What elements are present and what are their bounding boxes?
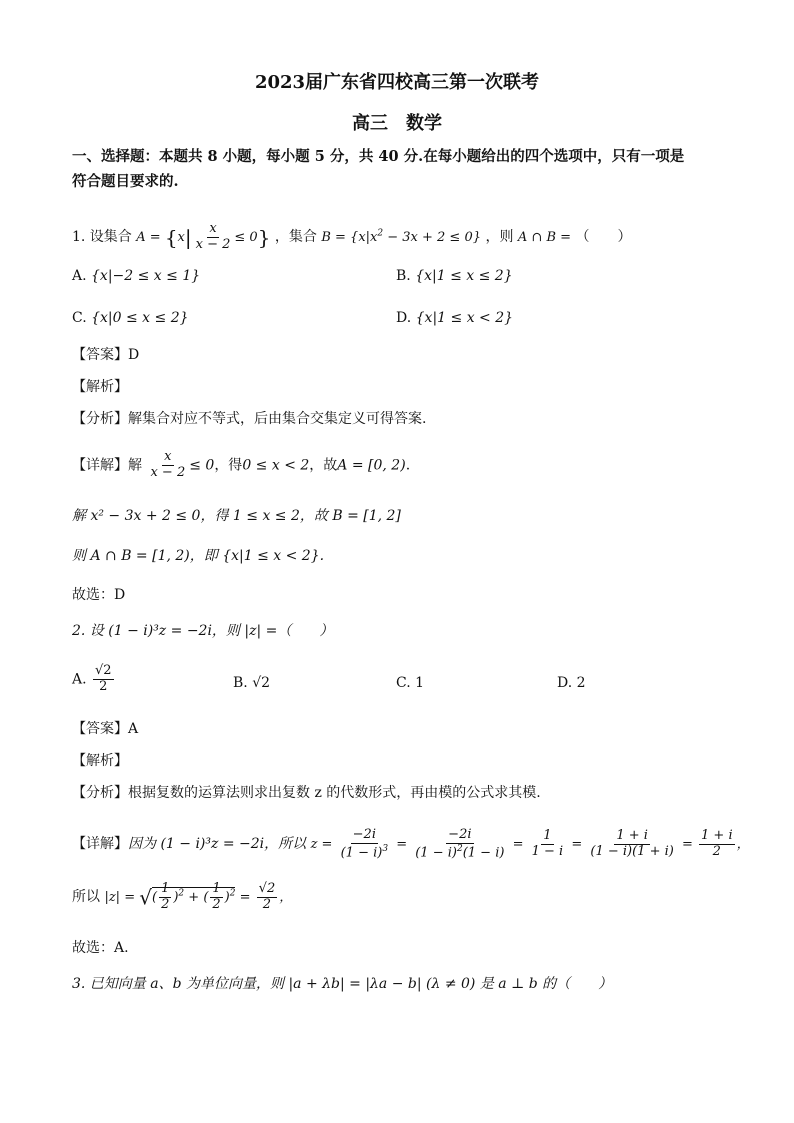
exam-title: 2023届广东省四校高三第一次联考: [254, 72, 540, 93]
q1-detail1-f: .: [405, 457, 411, 474]
q2-derivation: z = $\frac{-2i}{(1 - i)^3}$ = $\frac{-2i}{(1 - i)^2(1 - i)}$ = $\frac{1}{1 - i}$ = $\frac{1 + i}{(1 - i)(1 + i)}$ = $\frac{1 + i}{2}$ ，: [310, 827, 750, 861]
q2-fenxi: [72, 785, 541, 802]
q1-fenxi-text: 解集合对应不等式，后由集合交集定义可得答案.: [128, 411, 427, 427]
q2-answer-label: 【答案】: [72, 721, 128, 737]
q1-option-b-label: B.: [396, 268, 411, 284]
q1-option-a-label: A.: [72, 268, 87, 284]
q1-mid: ，集合: [274, 228, 317, 245]
q2-modulus: |z| = √( $\frac{1}{2}$ )$^2$ + ( $\frac{1}{2}$ )$^2$ = $\frac{√2}{2}$ ，: [104, 881, 293, 912]
q2-option-c-text: 1: [415, 675, 425, 691]
q2-option-b-label: B.: [233, 675, 248, 691]
q2-option-b[interactable]: [233, 675, 270, 691]
q1-fenxi-label: 【分析】: [72, 411, 128, 427]
q1-option-a-text: {x|−2 ≤ x ≤ 1}: [91, 268, 201, 284]
q1-option-b-text: {x|1 ≤ x ≤ 2}: [415, 268, 513, 284]
q2-answer: [72, 721, 138, 738]
q1-answer-value: D: [128, 347, 140, 363]
q1-option-d-text: {x|1 ≤ x < 2}: [415, 310, 514, 326]
q1-detail1-e: A = [0, 2): [337, 457, 406, 474]
q1-set-a: A = {x| $\frac{x}{x - 2}$ ≤ 0}: [136, 221, 271, 252]
q1-detail-1: 【详解】解 $\frac{x}{x - 2}$ ≤ 0，得0 ≤ x < 2，故A = [0, 2).: [72, 449, 411, 480]
q2-option-a-label: A.: [72, 671, 87, 688]
q1-option-a[interactable]: [72, 268, 200, 284]
q1-answer-label: 【答案】: [72, 347, 128, 363]
q2-option-c[interactable]: [396, 675, 424, 691]
q1-ask: A ∩ B =: [517, 229, 572, 245]
q1-option-d-label: D.: [396, 310, 412, 326]
section-heading-line2: 符合题目要求的.: [72, 173, 179, 190]
q1-detail-3: 则 A ∩ B = [1, 2)，即 {x|1 ≤ x < 2}.: [72, 548, 325, 564]
q1-detail1-b: ，得: [214, 457, 243, 474]
q2-option-d-text: 2: [576, 675, 586, 691]
q1-option-d[interactable]: [396, 310, 513, 326]
q3-stem: 3. 已知向量 a、b 为单位向量，则 |a + λb| = |λa − b| (λ ≠ 0) 是 a ⊥ b 的（ ）: [72, 976, 613, 992]
q2-fenxi-text: 根据复数的运算法则求出复数 z 的代数形式，再由模的公式求其模.: [128, 785, 541, 801]
q2-option-b-text: √2: [252, 675, 271, 691]
q2-stem: 2. 设 (1 − i)³z = −2i，则 |z| =（ ）: [72, 623, 334, 639]
q1-option-b[interactable]: [396, 268, 513, 284]
q1-jiexi: 【解析】: [72, 379, 128, 395]
q1-answer: [72, 347, 139, 364]
q1-set-b: $B = \{x|x^2 - 3x + 2 \le 0\}$: [321, 228, 481, 245]
q2-option-a-fraction: $\frac{√2}{2}$: [95, 663, 112, 694]
q1-detail1-d: ，故: [309, 457, 338, 474]
q1-option-c-label: C.: [72, 310, 87, 326]
q2-option-c-label: C.: [396, 675, 411, 691]
q2-option-d[interactable]: [557, 675, 586, 691]
q1-detail-fraction: $\frac{x}{x - 2}$: [150, 449, 186, 480]
q1-end: ，则: [485, 228, 514, 245]
q2-detail2-a: 所以: [72, 888, 100, 905]
q1-fenxi: [72, 411, 426, 428]
q1-paren: （ ）: [575, 228, 632, 245]
q1-prefix: 1. 设集合: [72, 228, 132, 245]
q1-detail-2: 解 x² − 3x + 2 ≤ 0，得 1 ≤ x ≤ 2，故 B = [1, 2]: [72, 508, 401, 524]
q1-xiangjie-label: 【详解】: [72, 457, 128, 474]
q1-option-c[interactable]: [72, 310, 189, 326]
q1-detail1-a: 解: [128, 457, 142, 474]
q1-stem: [72, 222, 631, 253]
q2-xiangjie-label: 【详解】: [72, 836, 128, 853]
q1-detail1-c: 0 ≤ x < 2: [242, 457, 310, 474]
q2-jiexi: 【解析】: [72, 753, 128, 769]
q2-detail1-a: 因为 (1 − i)³z = −2i，所以: [128, 836, 307, 853]
q2-option-a[interactable]: [72, 664, 116, 695]
q2-detail-2: [72, 882, 292, 913]
section-heading-line1: 一、选择题：本题共 8 小题，每小题 5 分，共 40 分.在每小题给出的四个选项中，只有一项是: [72, 148, 685, 165]
q2-option-d-label: D.: [557, 675, 573, 691]
q2-choice: 故选：A.: [72, 940, 129, 956]
exam-subtitle: 高三 数学: [352, 113, 442, 134]
q2-detail-1: [72, 828, 750, 861]
q2-answer-value: A: [128, 721, 139, 737]
q2-fenxi-label: 【分析】: [72, 785, 128, 801]
q1-option-c-text: {x|0 ≤ x ≤ 2}: [91, 310, 189, 326]
q1-choice: 故选：D: [72, 587, 126, 603]
